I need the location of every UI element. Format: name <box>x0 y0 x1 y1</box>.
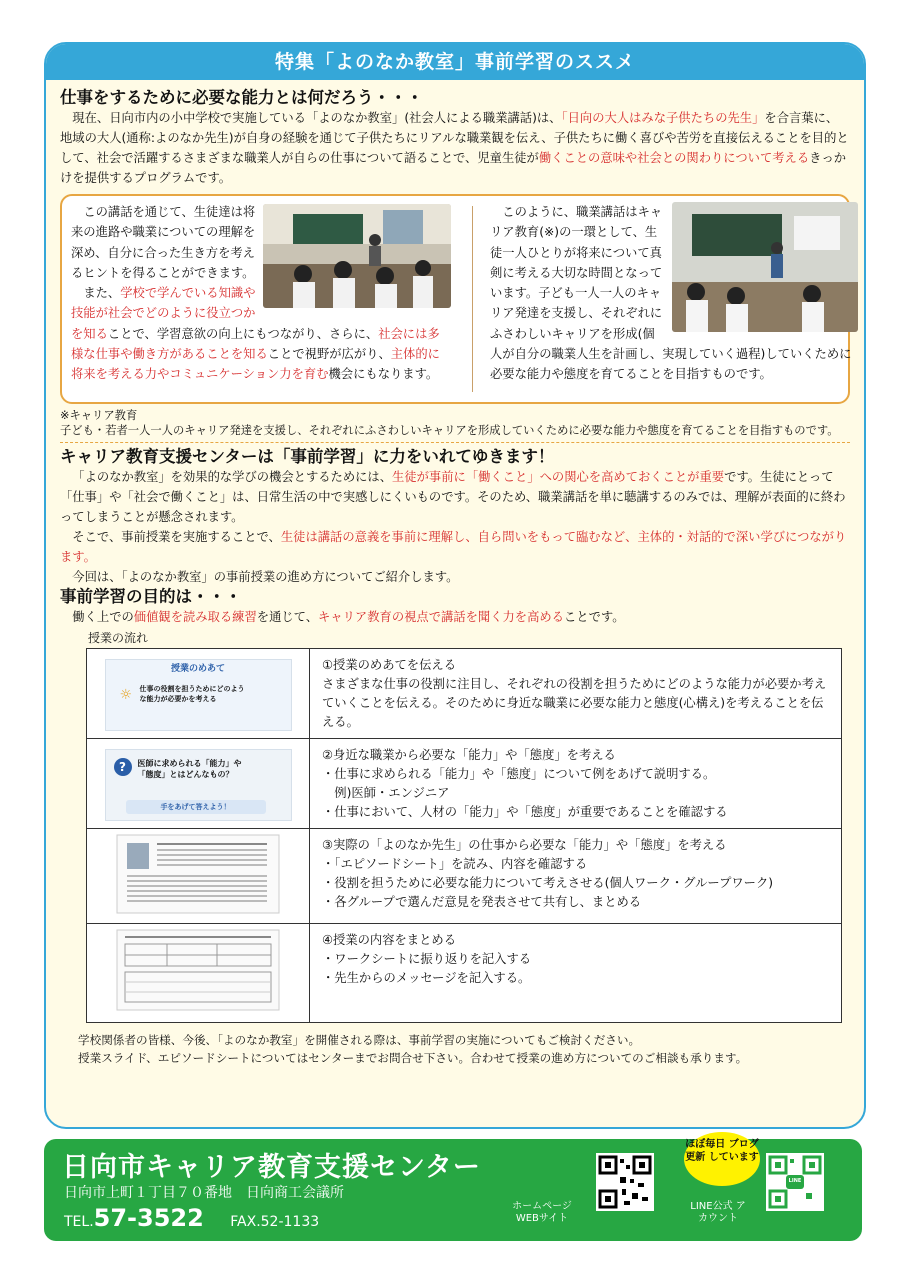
step-4-line: ・先生からのメッセージを記入する。 <box>322 971 531 985</box>
step-3 <box>310 829 842 924</box>
box-right-text: このように、職業講話はキャリア教育(※)の一環として、生徒一人ひとりが将来について真剣に考える大切な時間となっています。子ども一人一人のキャリア発達を支援し、それぞれにふさわしいキャリアを形成(個人が自分の職業人生を計画し、実現していく過程)していくために必要な能力や態度を育てることを目指すものです。 <box>490 205 852 382</box>
step-2-title: ②身近な職業から必要な「能力」や「態度」を考える <box>322 748 616 762</box>
step-4-title: ④授業の内容をまとめる <box>322 933 456 947</box>
table-row <box>87 924 842 1023</box>
step-3-line: ・役割を担うために必要な能力について考えさせる(個人ワーク・グループワーク) <box>322 876 774 890</box>
homepage-label: ホームページ WEBサイト <box>512 1201 572 1224</box>
slide1-text: 仕事の役割を担うためにどのような能力が必要かを考える <box>139 685 245 703</box>
section2-heading: キャリア教育支援センターは「事前学習」に力をいれてゆきます！ <box>60 447 555 466</box>
text-run: きっかけを提供するプログラムです。 <box>60 151 847 185</box>
text-run: を合言葉に、地域の大人(通称:よのなか先生)が自身の経験を通じて子供たちにリアルな職業観を伝え、子供たちに働く喜びや苦労を直接伝えることを目的として、社会で活躍するさまざまな職業人が自らの仕事について語ることで、児童生徒が <box>60 111 849 165</box>
text-run: そこで、事前授業を実施することで、 <box>72 530 281 544</box>
line-account-label: LINE公式 アカウント <box>690 1201 746 1224</box>
text-run: また、 <box>83 286 121 301</box>
step-2 <box>310 739 842 829</box>
step-1 <box>310 649 842 739</box>
step-3-title: ③実際の「よのなか先生」の仕事から必要な「能力」や「態度」を考える <box>322 838 727 852</box>
text-run: です。生徒にとって「仕事」や「社会で働くこと」は、日常生活の中で実感しにくいものです。そのため、職業講話を単に聴講するのみでは、理解が表面的に終わってしまうことが懸念されます。 <box>60 470 846 524</box>
highlighted-text: 価値観を読み取る練習 <box>133 610 257 624</box>
closing-line-2: 授業スライド、エピソードシートについてはセンターまでお問合せ下さい。合わせて授業の進め方についてのご相談も承ります。 <box>78 1051 748 1065</box>
step-1-title: ①授業のめあてを伝える <box>322 658 456 672</box>
center-name: 日向市キャリア教育支援センター <box>62 1152 481 1183</box>
section2-paragraph-3: 今回は、「よのなか教室」の事前授業の進め方についてご紹介します。 <box>72 570 459 584</box>
career-education-note <box>60 408 850 438</box>
text-run: この講話を通じて、生徒達は将来の進路や職業についての理解を深め、自分に合った生き方を考えるヒントを得ることができます。 <box>71 205 256 280</box>
text-run: 現在、日向市内の小中学校で実施している「よのなか教室」(社会人による職業講話)は、 <box>72 111 562 125</box>
highlighted-text: キャリア教育の視点で講話を聞く力を高める <box>318 610 564 624</box>
worksheet-thumbnail <box>87 924 310 1023</box>
text-run: を通じて、 <box>256 610 319 624</box>
box-divider <box>472 206 473 392</box>
text-run: ことで視野が広がり、 <box>267 347 391 362</box>
lesson-flow-table <box>86 648 842 1023</box>
closing-line-1: 学校関係者の皆様、今後、「よのなか教室」を開催される際は、事前学習の実施についてもご検討ください。 <box>78 1033 641 1047</box>
section3-heading: 事前学習の目的は・・・ <box>60 587 242 606</box>
closing-note <box>60 1031 850 1067</box>
question-icon: ? <box>114 758 132 776</box>
table-row <box>87 649 842 739</box>
text-run: ことで、学習意欲の向上にもつながり、さらに、 <box>107 326 379 341</box>
purpose-text <box>60 607 850 627</box>
highlighted-text: 働くことの意味や社会との関わりについて考える <box>538 151 810 165</box>
note-body: 子ども・若者一人一人のキャリア発達を支援し、それぞれにふさわしいキャリアを形成していくために必要な能力や態度を育てることを目指すものです。 <box>60 424 839 437</box>
classroom-photo-2 <box>672 202 858 332</box>
highlighted-text: 生徒は講話の意義を事前に理解し、自ら問いをもって臨むなど、主体的・対話的で深い学びにつながります。 <box>60 530 847 564</box>
slide-thumbnail-1 <box>87 649 310 739</box>
step-4 <box>310 924 842 1023</box>
highlighted-text: 生徒が事前に「働くこと」への関心を高めておくことが重要 <box>392 470 725 484</box>
homepage-qr-code[interactable] <box>596 1153 654 1211</box>
center-contact <box>64 1204 319 1232</box>
step-2-line: ・仕事において、人材の「能力」や「態度」が重要であることを確認する <box>322 805 728 819</box>
highlighted-text: 「日向の大人はみな子供たちの先生」 <box>561 111 765 125</box>
explanation-box <box>60 194 850 404</box>
step-3-line: ・「エピソードシート」を読み、内容を確認する <box>322 857 588 871</box>
text-run: 機会にもなります。 <box>328 367 439 382</box>
section-divider <box>60 442 850 443</box>
episode-sheet-thumbnail <box>87 829 310 924</box>
box-right-column <box>490 202 858 385</box>
lightbulb-icon: ☼ <box>119 687 133 703</box>
tel-number: 57-3522 <box>93 1204 204 1232</box>
step-2-line: ・仕事に求められる「能力」や「態度」について例をあげて説明する。 <box>322 767 716 781</box>
note-title: ※キャリア教育 <box>60 409 138 422</box>
slide2-button: 手をあげて答えよう！ <box>126 800 266 814</box>
step-4-line: ・ワークシートに振り返りを記入する <box>322 952 532 966</box>
section1-intro <box>60 108 850 188</box>
step-2-line: 例)医師・エンジニア <box>322 786 450 800</box>
blog-update-bubble: ほぼ毎日 ブログ更新 しています <box>684 1132 760 1186</box>
center-address: 日向市上町１丁目７０番地 日向商工会議所 <box>64 1185 344 1201</box>
step-1-line: さまざまな仕事の役割に注目し、それぞれの役割を担うためにどのような能力が必要か考えていくことを伝える。そのために身近な職業に必要な能力と態度(心構え)を考えることを伝える。 <box>322 677 827 729</box>
feature-frame <box>44 42 866 1129</box>
highlighted-text: 主体的に将来を考える力やコミュニケーション力を育む <box>71 347 440 382</box>
section2-paragraph-2 <box>60 527 850 567</box>
section1-heading: 仕事をするために必要な能力とは何だろう・・・ <box>60 88 423 107</box>
table-row <box>87 739 842 829</box>
tel-label: TEL. <box>64 1214 94 1230</box>
highlighted-text: 学校で学んでいる知識や技能が社会でどのように役立つかを知る <box>71 286 256 341</box>
flow-label: 授業の流れ <box>88 631 149 645</box>
section2-paragraph-1 <box>60 467 850 527</box>
feature-banner: 特集「よのなか教室」事前学習のススメ <box>46 44 864 80</box>
classroom-photo-1 <box>263 204 451 308</box>
slide-thumbnail-2 <box>87 739 310 829</box>
line-qr-code[interactable] <box>766 1153 824 1211</box>
fax-number: FAX.52-1133 <box>230 1214 320 1230</box>
box-left-column <box>71 202 451 385</box>
feature-content <box>60 88 850 1067</box>
text-run: 働く上での <box>72 610 134 624</box>
text-run: 「よのなか教室」を効果的な学びの機会とするためには、 <box>72 470 393 484</box>
text-run: ことです。 <box>563 610 625 624</box>
center-footer <box>44 1139 862 1241</box>
slide1-title: 授業のめあて <box>170 664 225 674</box>
line-logo: LINE <box>788 1178 802 1184</box>
slide2-text: 医師に求められる「能力」や「態度」とはどんなもの？ <box>137 759 242 779</box>
highlighted-text: 社会には多様な仕事や働き方があることを知る <box>71 326 440 362</box>
table-row <box>87 829 842 924</box>
step-3-line: ・各グループで選んだ意見を発表させて共有し、まとめる <box>322 895 642 909</box>
